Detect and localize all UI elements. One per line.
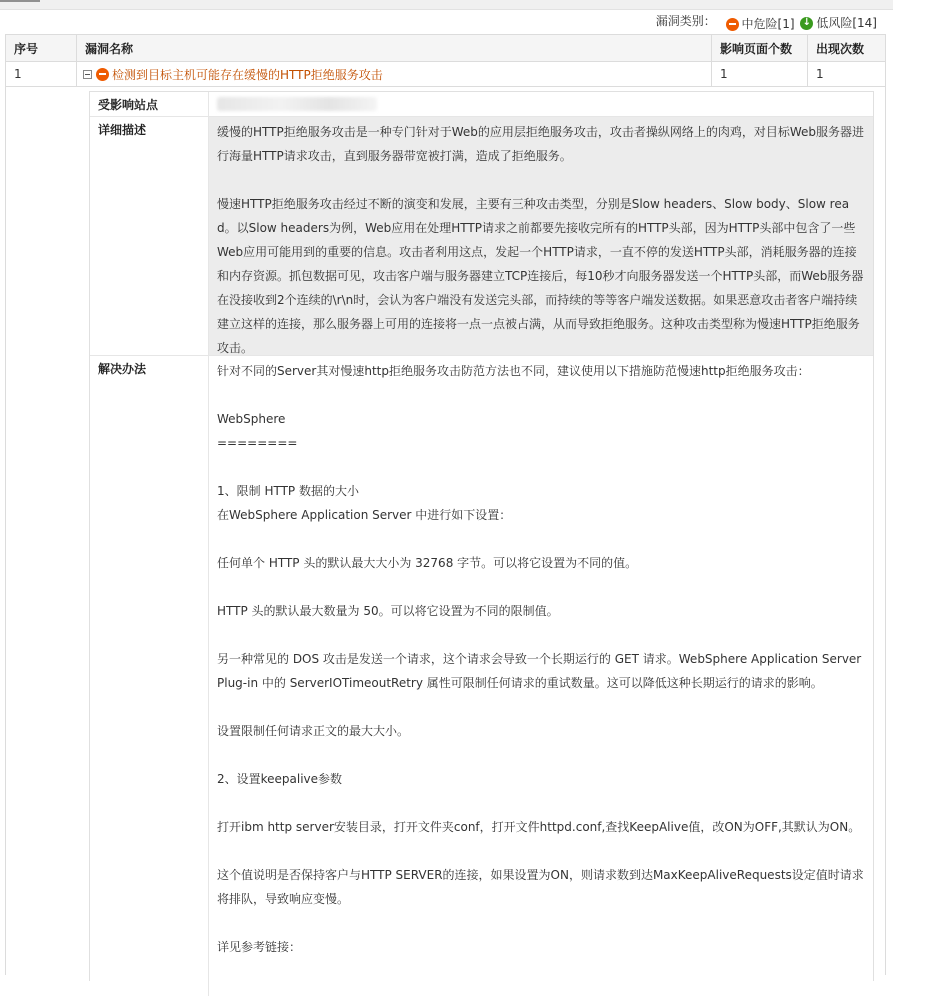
row-pages: 1 [711, 62, 807, 86]
top-strip [0, 0, 893, 10]
clipped-heading [0, 0, 40, 2]
minus-circle-icon [96, 68, 109, 81]
legend-item-low [800, 14, 877, 32]
desc-label: 详细描述 [98, 123, 147, 137]
down-arrow-circle-icon: ↓ [800, 17, 813, 30]
detail-row-solution [90, 356, 873, 996]
vuln-category-legend [656, 12, 877, 30]
col-index: 序号 [14, 41, 39, 56]
row-count: 1 [807, 62, 885, 86]
table-row [6, 62, 885, 87]
vuln-detail-panel [89, 91, 874, 981]
site-label: 受影响站点 [98, 98, 159, 112]
col-pages: 影响页面个数 [711, 35, 807, 61]
collapse-toggle-icon[interactable] [83, 70, 92, 79]
col-name: 漏洞名称 [76, 35, 711, 61]
legend-medium-text: 中危险[1] [741, 17, 795, 31]
desc-value: 缓慢的HTTP拒绝服务攻击是一种专门针对于Web的应用层拒绝服务攻击，攻击者操纵网络上的肉鸡，对目标Web服务器进行海量HTTP请求攻击，直到服务器带宽被打满，造成了拒绝服务。 慢速HTTP拒绝服务攻击经过不断的演变和发展，主要有三种攻击类型，分别是Slow headers、Slow body、Slow read。以Slow headers为例，Web应用在处理HTTP请求之前都要先接收完所有的HTTP头部，因为HTTP头部中包含了一些Web应用可能用到的重要的信息。攻击者利用这点，发起一个HTTP请求，一直不停的发送HTTP头部，消耗服务器的连接和内存资源。抓包数据可见，攻击客户端与服务器建立TCP连接后，每10秒才向服务器发送一个HTTP头部，而Web服务器在没接收到2个连续的\r\n时，会认为客户端没有发送完头部，而持续的等等客户端发送数据。如果恶意攻击者客户端持续建立这样的连接，那么服务器上可用的连接将一点一点被占满，从而导致拒绝服务。这种攻击类型称为慢速HTTP拒绝服务攻击。 [208, 117, 873, 355]
row-name-cell [76, 62, 711, 86]
detail-row-description [90, 117, 873, 356]
row-index: 1 [14, 67, 22, 81]
col-count: 出现次数 [807, 35, 885, 61]
table-header [6, 35, 885, 62]
vuln-title-link[interactable]: 检测到目标主机可能存在缓慢的HTTP拒绝服务攻击 [112, 67, 383, 82]
legend-low-text: 低风险[14] [816, 16, 877, 30]
solution-value: 针对不同的Server其对慢速http拒绝服务攻击防范方法也不同，建议使用以下措施防范慢速http拒绝服务攻击： WebSphere ======== 1、限制 HTTP 数据的大小 在WebSphere Application Server 中进行如下设置： 任何单个 HTTP 头的默认最大大小为 32768 字节。可以将它设置为不同的值。 HTTP 头的默认最大数量为 50。可以将它设置为不同的限制值。 另一种常见的 DOS 攻击是发送一个请求，这个请求会导致一个长期运行的 GET 请求。WebSphere Application Server Plug-in 中的 ServerIOTimeoutRetry 属性可限制任何请求的重试数量。这可以降低这种长期运行的请求的影响。 设置限制任何请求正文的最大大小。 2、设置keepalive参数 打开ibm http server安装目录，打开文件夹conf，打开文件httpd.conf,查找KeepAlive值，改ON为OFF,其默认为ON。 这个值说明是否保持客户与HTTP SERVER的连接，如果设置为ON，则请求数到达MaxKeepAliveRequests设定值时请求将排队，导致响应变慢。 详见参考链接： [208, 356, 873, 996]
legend-label: 漏洞类别： [655, 14, 716, 28]
detail-row-site [90, 92, 873, 117]
solution-label: 解决办法 [98, 362, 147, 376]
legend-item-medium [726, 15, 795, 33]
redacted-site [217, 97, 377, 111]
minus-circle-icon [726, 18, 739, 31]
site-value [208, 92, 873, 116]
